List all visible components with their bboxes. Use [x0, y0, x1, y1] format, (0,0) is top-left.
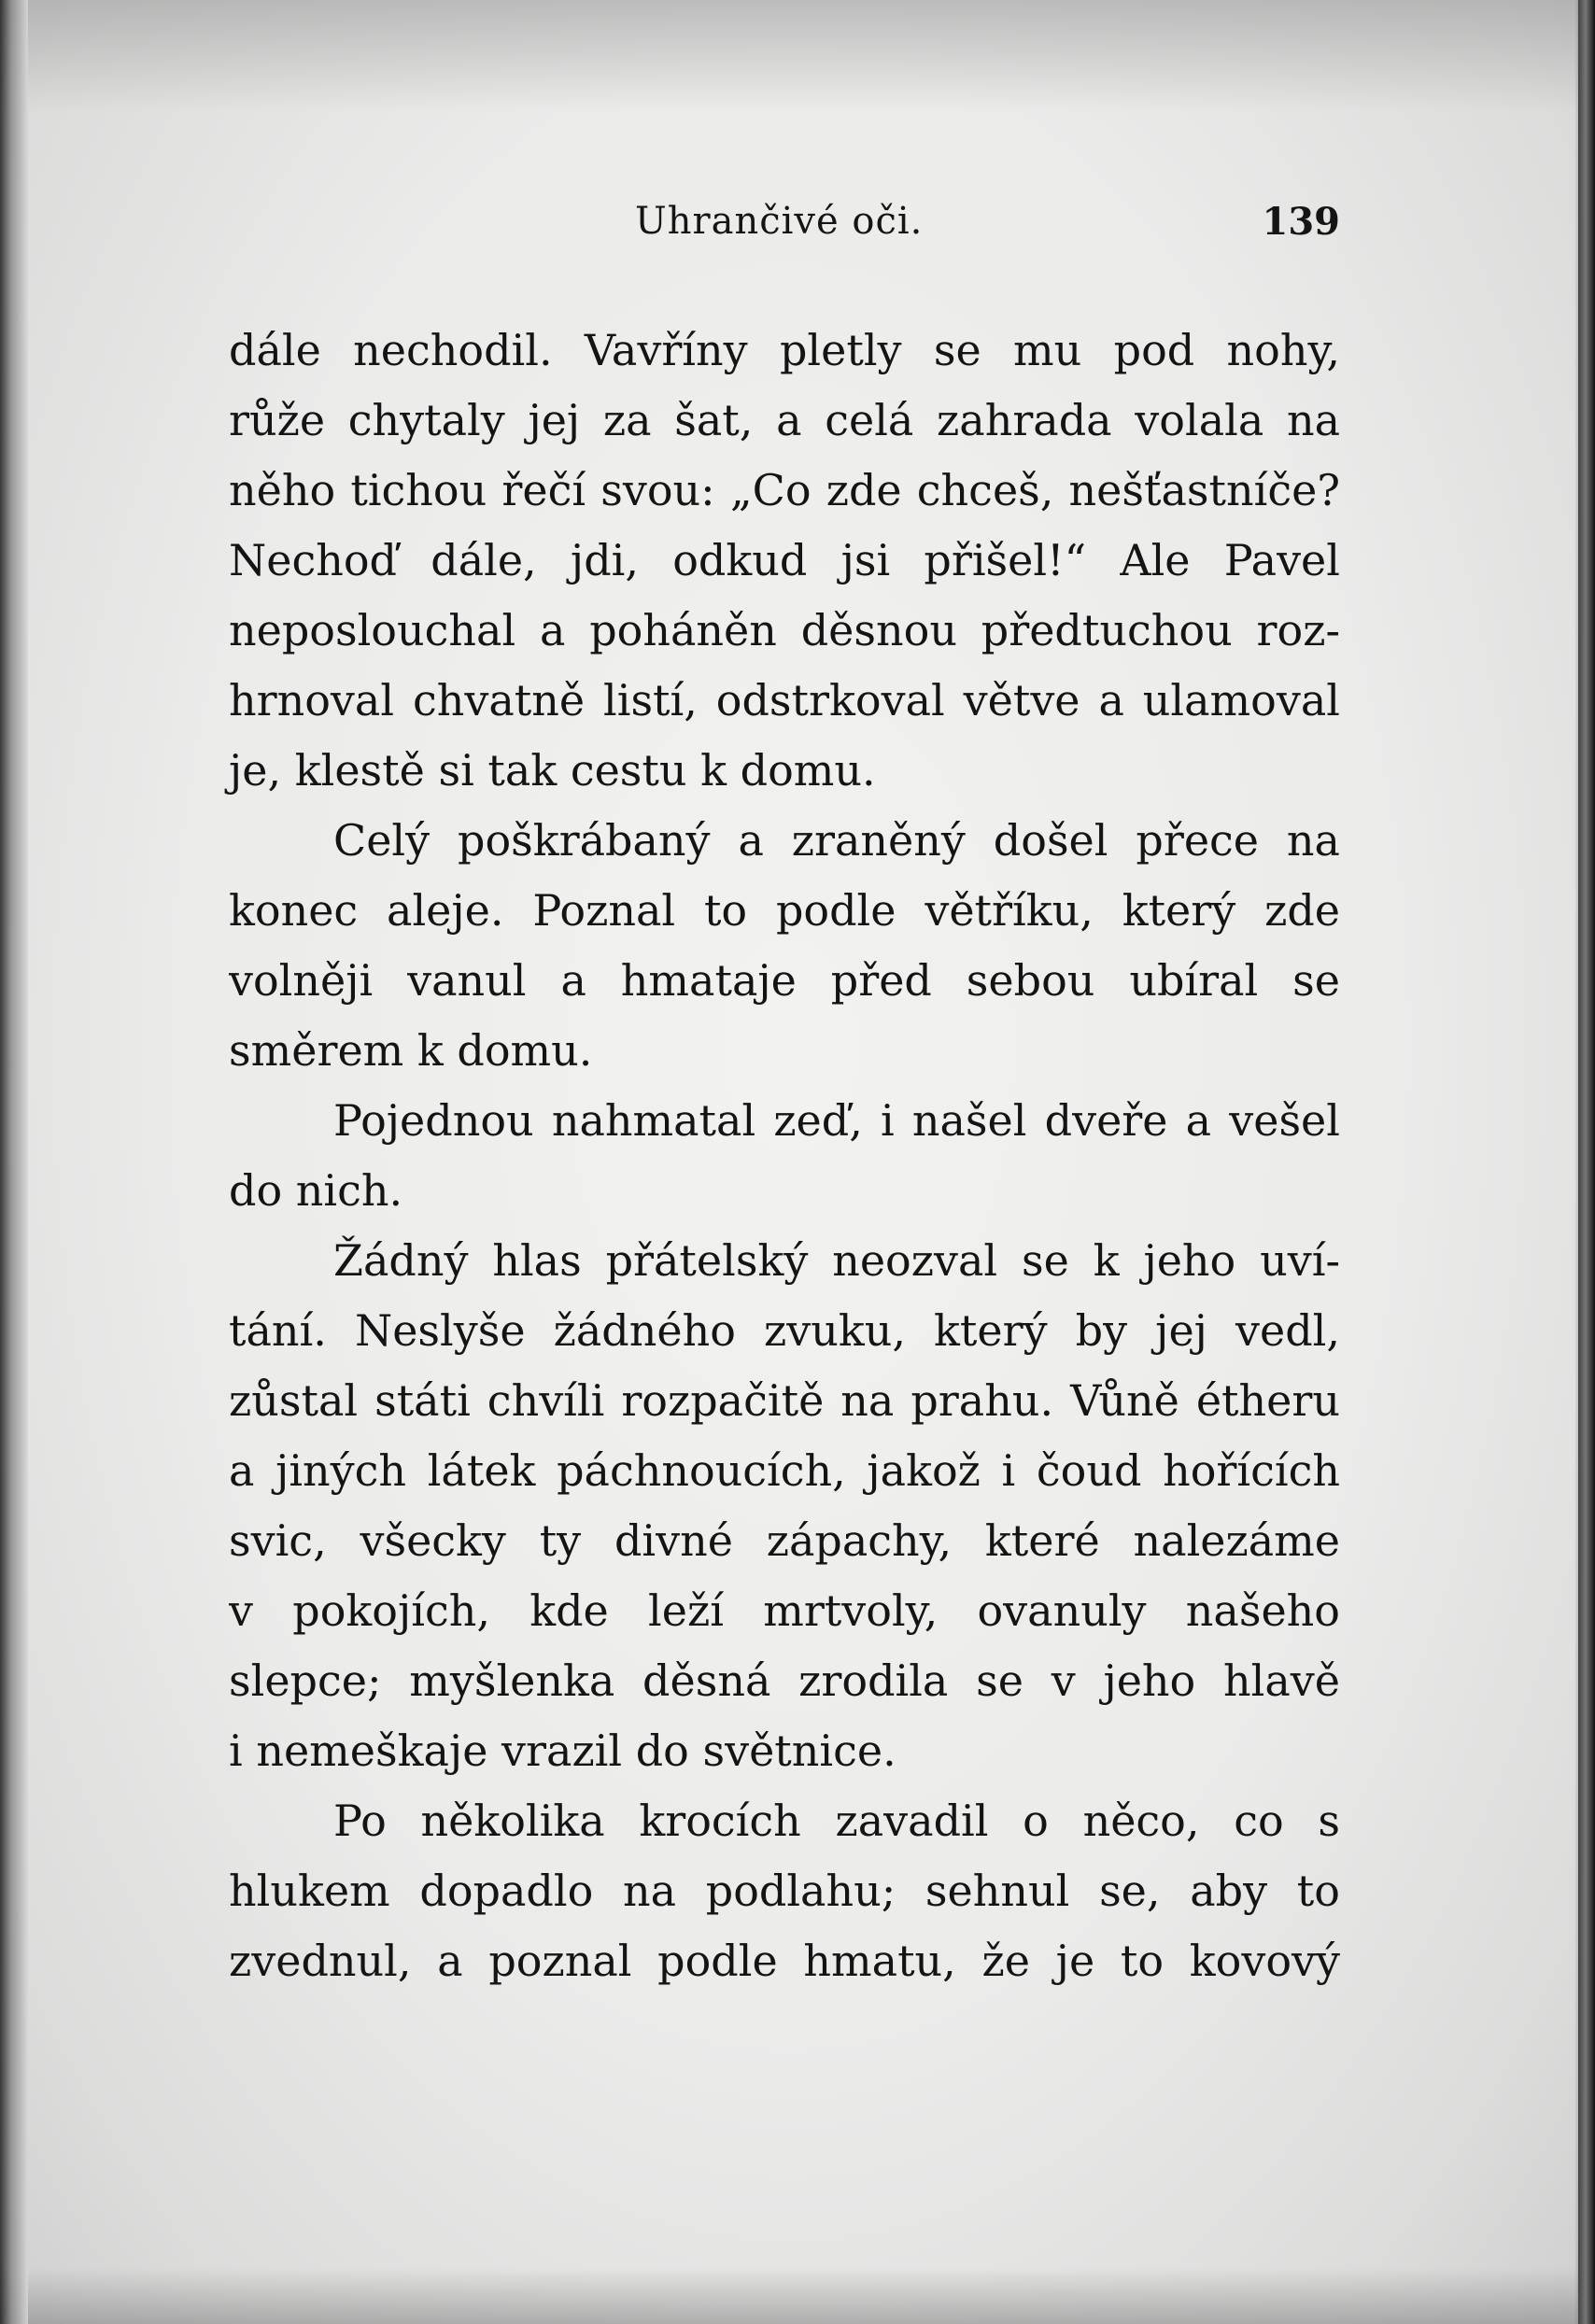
page-number: 139: [1262, 200, 1340, 244]
text-line: a jiných látek páchnoucích, jakož i čoud hořících: [229, 1445, 1340, 1496]
text-line: růže chytaly jej za šat, a celá zahrada volala na: [229, 395, 1340, 445]
text-line: zůstal státi chvíli rozpačitě na prahu. Vůně étheru: [229, 1375, 1340, 1426]
text-line: něho tichou řečí svou: „Co zde chceš, nešťastníče?: [229, 465, 1340, 515]
text-line: slepce; myšlenka děsná zrodila se v jeho hlavě: [229, 1655, 1340, 1706]
text-line: dále nechodil. Vavříny pletly se mu pod nohy,: [229, 325, 1340, 375]
text-line: Celý poškrábaný a zraněný došel přece na: [333, 815, 1340, 866]
page-shadow-top: [0, 0, 1578, 112]
page-edge-left: [0, 0, 28, 2324]
page-edge-right: [1574, 0, 1595, 2324]
text-line: do nich.: [229, 1165, 403, 1216]
text-line: svic, všecky ty divné zápachy, které nalezáme: [229, 1515, 1340, 1566]
text-line: Pojednou nahmatal zeď, i našel dveře a vešel: [333, 1095, 1340, 1146]
body-text: [229, 316, 1340, 1996]
text-line: je, klestě si tak cestu k domu.: [229, 745, 876, 796]
text-line: hlukem dopadlo na podlahu; sehnul se, aby to: [229, 1866, 1340, 1916]
running-title: Uhrančivé oči.: [635, 200, 924, 243]
text-line: volněji vanul a hmataje před sebou ubíral se: [229, 955, 1340, 1006]
text-line: v pokojích, kde leží mrtvoly, ovanuly našeho: [229, 1585, 1340, 1636]
text-line: hrnoval chvatně listí, odstrkoval větve a ulamoval: [229, 675, 1340, 725]
text-line: konec aleje. Poznal to podle větříku, který zde: [229, 885, 1340, 936]
text-line: Nechoď dále, jdi, odkud jsi přišel!“ Ale Pavel: [229, 535, 1340, 585]
page-shadow-bottom: [0, 2268, 1578, 2324]
text-line: Žádný hlas přátelský neozval se k jeho uví-: [333, 1235, 1340, 1286]
text-line: neposlouchal a poháněn děsnou předtuchou roz-: [229, 605, 1340, 655]
text-line: směrem k domu.: [229, 1025, 593, 1076]
text-line: zvednul, a poznal podle hmatu, že je to kovový: [229, 1936, 1340, 1986]
page-header: [233, 200, 1340, 256]
text-line: tání. Neslyše žádného zvuku, který by jej vedl,: [229, 1305, 1340, 1356]
text-line: i nemeškaje vrazil do světnice.: [229, 1725, 896, 1776]
text-line: Po několika krocích zavadil o něco, co s: [333, 1796, 1340, 1846]
